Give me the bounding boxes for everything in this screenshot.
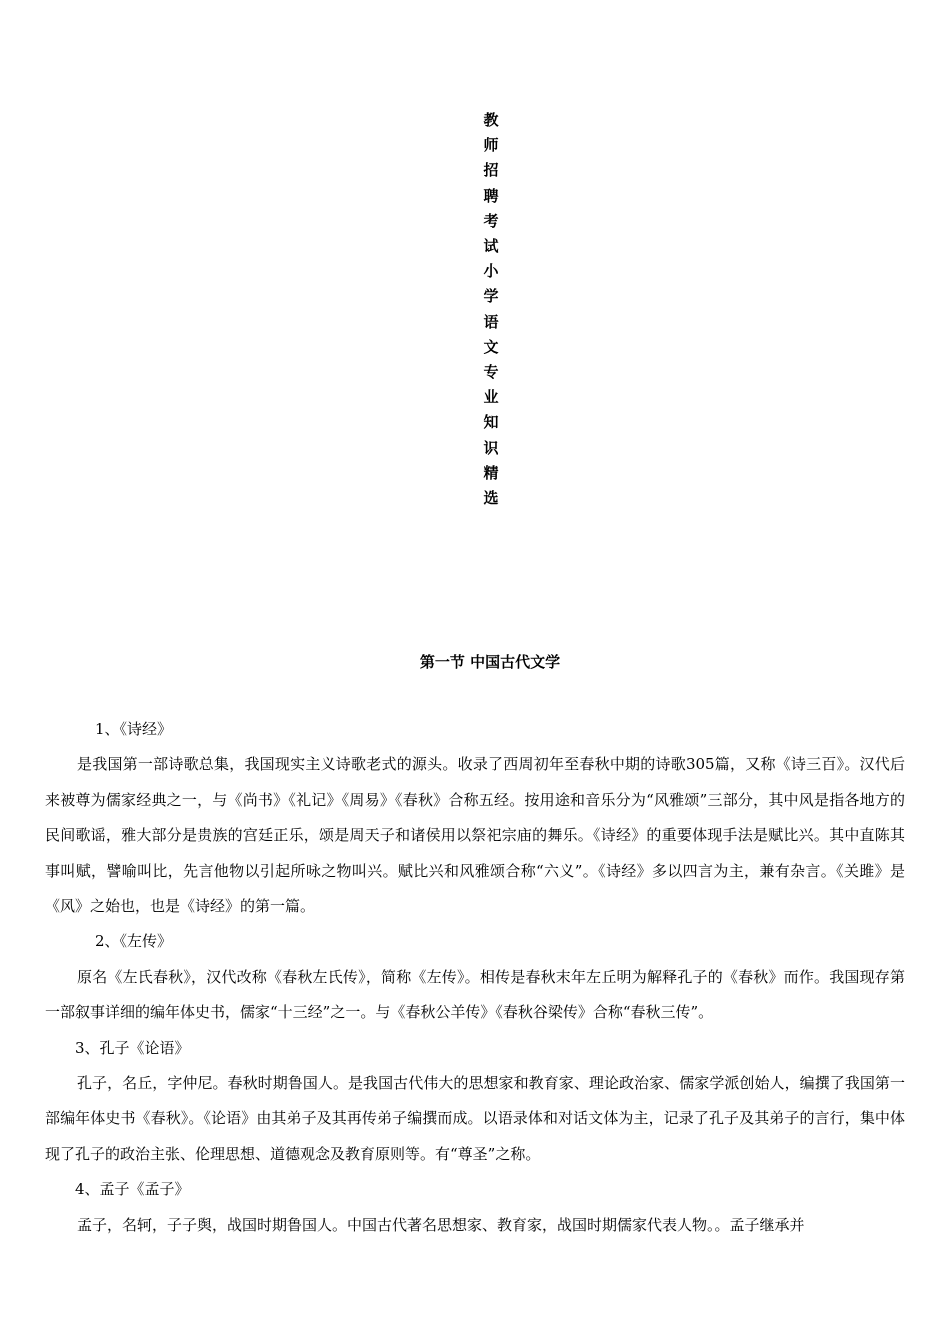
item-title: 4、孟子《孟子》: [75, 1180, 190, 1199]
item-body: 孟子，名轲，子子舆，战国时期鲁国人。中国古代著名思想家、教育家，战国时期儒家代表人物。。孟子继承并: [77, 1215, 805, 1234]
item-body: 原名《左氏春秋》，汉代改称《春秋左氏传》，简称《左传》。相传是春秋末年左丘明为解释孔子的《春秋》而作。我国现存第一部叙事详细的编年体史书，儒家“十三经”之一。与《春秋公羊传》《春秋谷梁传》合称“春秋三传”。: [45, 967, 905, 1022]
section-heading: 第一节 中国古代文学: [419, 653, 561, 671]
item-title: 3、孔子《论语》: [75, 1038, 190, 1057]
document-body: [45, 712, 905, 1243]
item-title: 1、《诗经》: [95, 720, 173, 738]
document-title: 教师招聘考试小学语文专业知识精选: [483, 111, 499, 508]
item-title: 2、《左传》: [95, 932, 173, 951]
item-body: 孔子，名丘，字仲尼。春秋时期鲁国人。是我国古代伟大的思想家和教育家、理论政治家、儒家学派创始人，编撰了我国第一部编年体史书《春秋》。《论语》由其弟子及其再传弟子编撰而成。以语录体和对话文体为主，记录了孔子及其弟子的言行，集中体现了孔子的政治主张、伦理思想、道德观念及教育原则等。有“尊圣”之称。: [45, 1074, 905, 1163]
item-body: 是我国第一部诗歌总集，我国现实主义诗歌老式的源头。收录了西周初年至春秋中期的诗歌305篇，又称《诗三百》。汉代后来被尊为儒家经典之一，与《尚书》《礼记》《周易》《春秋》合称五经。按用途和音乐分为“风雅颂”三部分，其中风是指各地方的民间歌谣，雅大部分是贵族的宫廷正乐，颂是周天子和诸侯用以祭祀宗庙的舞乐。《诗经》的重要体现手法是赋比兴。其中直陈其事叫赋，譬喻叫比，先言他物以引起所咏之物叫兴。赋比兴和风雅颂合称“六义”。《诗经》多以四言为主，兼有杂言。《关雎》是《风》之始也，也是《诗经》的第一篇。: [45, 755, 905, 916]
